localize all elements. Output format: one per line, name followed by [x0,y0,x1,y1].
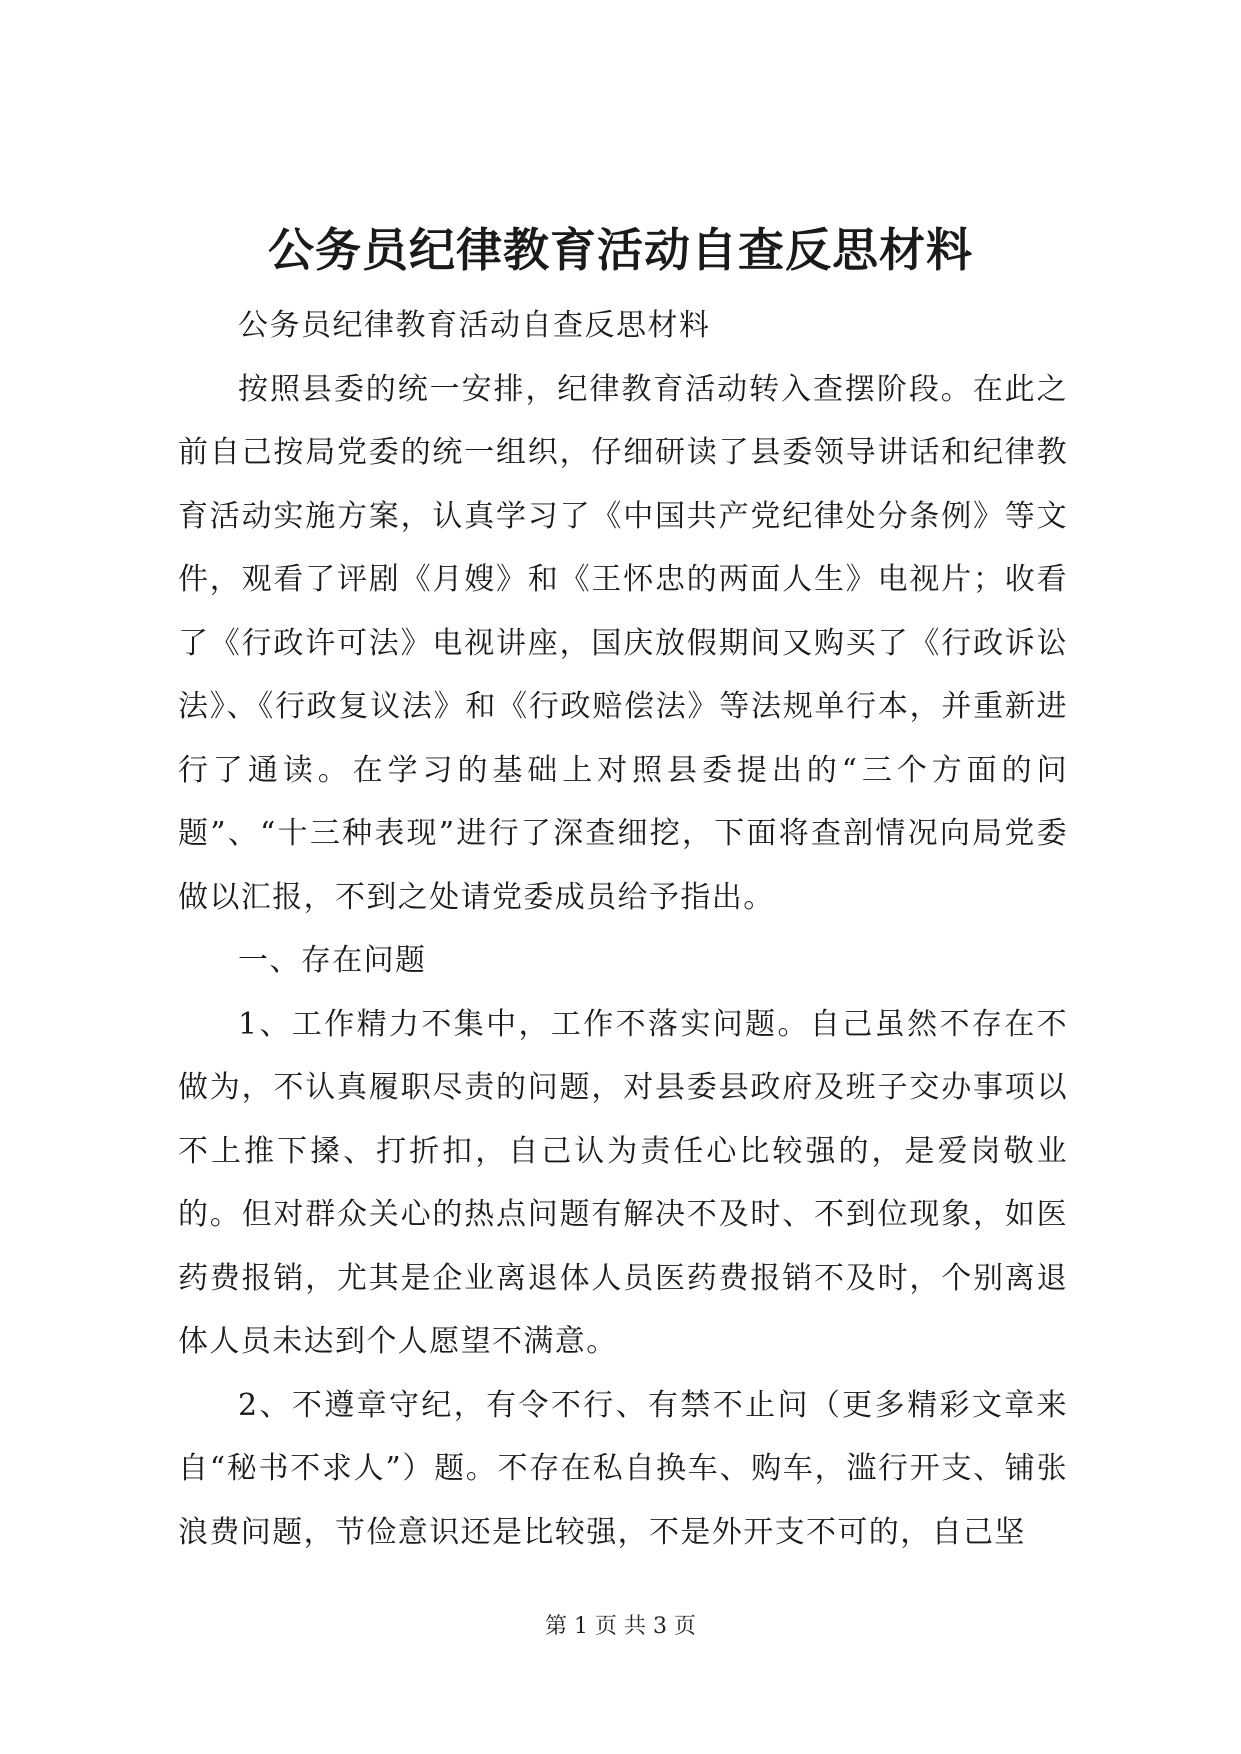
document-body [178,294,1068,1564]
page-number-footer: 第 1 页 共 3 页 [545,1614,696,1639]
body-paragraph-item-1: 1、工作精力不集中，工作不落实问题。自己虽然不存在不做为，不认真履职尽责的问题，对县委县政府及班子交办事项以不上推下搡、打折扣，自己认为责任心比较强的，是爱岗敬业的。但对群众关心的热点问题有解决不及时、不到位现象，如医药费报销，尤其是企业离退体人员医药费报销不及时，个别离退体人员未达到个人愿望不满意。 [178,1006,1068,1359]
document-title: 公务员纪律教育活动自查反思材料 [268,223,973,277]
body-paragraph-item-2: 2、不遵章守纪，有令不行、有禁不止问（更多精彩文章来自“秘书不求人”）题。不存在私自换车、购车，滥行开支、铺张浪费问题，节俭意识还是比较强，不是外开支不可的，自己坚 [178,1387,1068,1550]
body-paragraph-intro: 按照县委的统一安排，纪律教育活动转入查摆阶段。在此之前自己按局党委的统一组织，仔细研读了县委领导讲话和纪律教育活动实施方案，认真学习了《中国共产党纪律处分条例》等文件，观看了评剧《月嫂》和《王怀忠的两面人生》电视片；收看了《行政许可法》电视讲座，国庆放假期间又购买了《行政诉讼法》、《行政复议法》和《行政赔偿法》等法规单行本，并重新进行了通读。在学习的基础上对照县委提出的“三个方面的问题”、“十三种表现”进行了深查细挖，下面将查剖情况向局党委做以汇报，不到之处请党委成员给予指出。 [178,371,1068,915]
section-heading-problems: 一、存在问题 [238,943,427,978]
body-paragraph-subtitle: 公务员纪律教育活动自查反思材料 [238,308,711,343]
